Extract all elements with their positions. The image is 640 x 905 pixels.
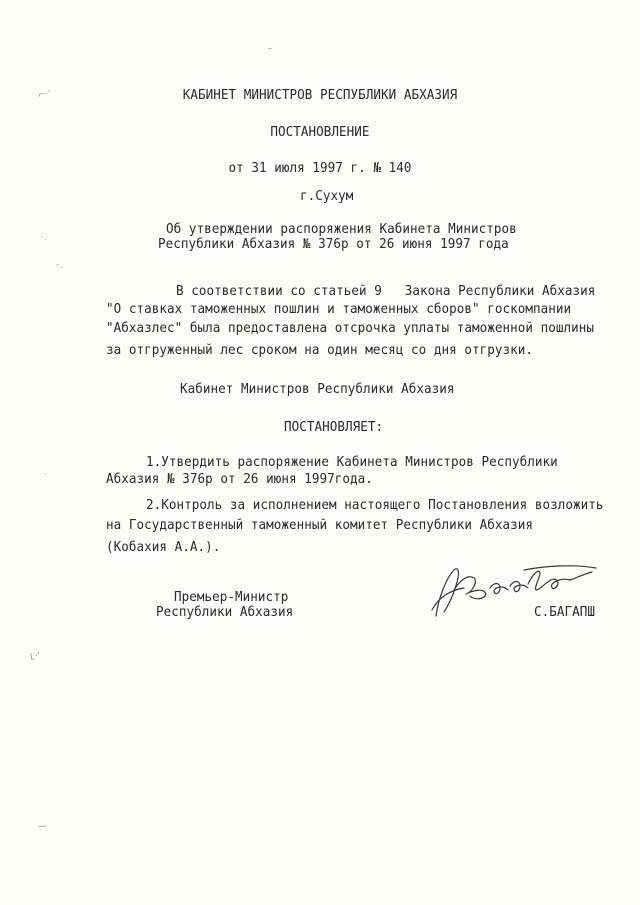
item1-line-2: Абхазия № 376р от 26 июня 1997года.: [106, 472, 373, 487]
signatory-name: С.БАГАПШ: [534, 605, 596, 620]
margin-mark: ⁓: [37, 821, 48, 833]
preamble-line-3: "Абхазлес" была предоставлена отсрочка уплаты таможенной пошлины: [106, 321, 595, 336]
handwritten-signature: [424, 560, 604, 622]
item1-line-1: 1.Утвердить распоряжение Кабинета Министров Республики: [146, 455, 558, 470]
margin-mark: –: [267, 43, 274, 55]
preamble-line-1: В соответствии со статьей 9 Закона Республики Абхазия: [176, 284, 596, 299]
city: г.Сухум: [300, 189, 354, 204]
margin-mark: ˙·: [39, 235, 49, 247]
margin-mark: ·: [43, 469, 48, 481]
margin-mark: ˜·: [55, 263, 65, 275]
preamble-line-4: за отгруженный лес сроком на один месяц со дня отгрузки.: [106, 343, 534, 358]
resolves-heading: ПОСТАНОВЛЯЕТ:: [284, 420, 384, 435]
authority-line: Кабинет Министров Республики Абхазия: [180, 382, 455, 397]
subject-line-2: Республики Абхазия № 376р от 26 июня 1997 года: [158, 237, 509, 252]
signatory-title-2: Республики Абхазия: [156, 605, 294, 620]
preamble-line-2: "О ставках таможенных пошлин и таможенных сборов" госкомпании: [106, 302, 572, 317]
subject-line-1: Об утверждении распоряжения Кабинета Министров: [166, 222, 517, 237]
cabinet-heading: КАБИНЕТ МИНИСТРОВ РЕСПУБЛИКИ АБХАЗИЯ: [182, 88, 458, 103]
item2-line-1: 2.Контроль за исполнением настоящего Постановления возложить: [146, 498, 604, 513]
margin-mark: ᒪ·': [29, 651, 42, 663]
item2-line-3: (Кобахия А.А.).: [106, 540, 221, 555]
item2-line-2: на Государственный таможенный комитет Республики Абхазия: [106, 518, 534, 533]
margin-mark: ⌐·': [37, 89, 52, 101]
signatory-title-1: Премьер-Министр: [174, 590, 289, 605]
date-line: от 31 июля 1997 г. № 140: [228, 161, 412, 176]
document-type: ПОСТАНОВЛЕНИЕ: [270, 125, 370, 140]
